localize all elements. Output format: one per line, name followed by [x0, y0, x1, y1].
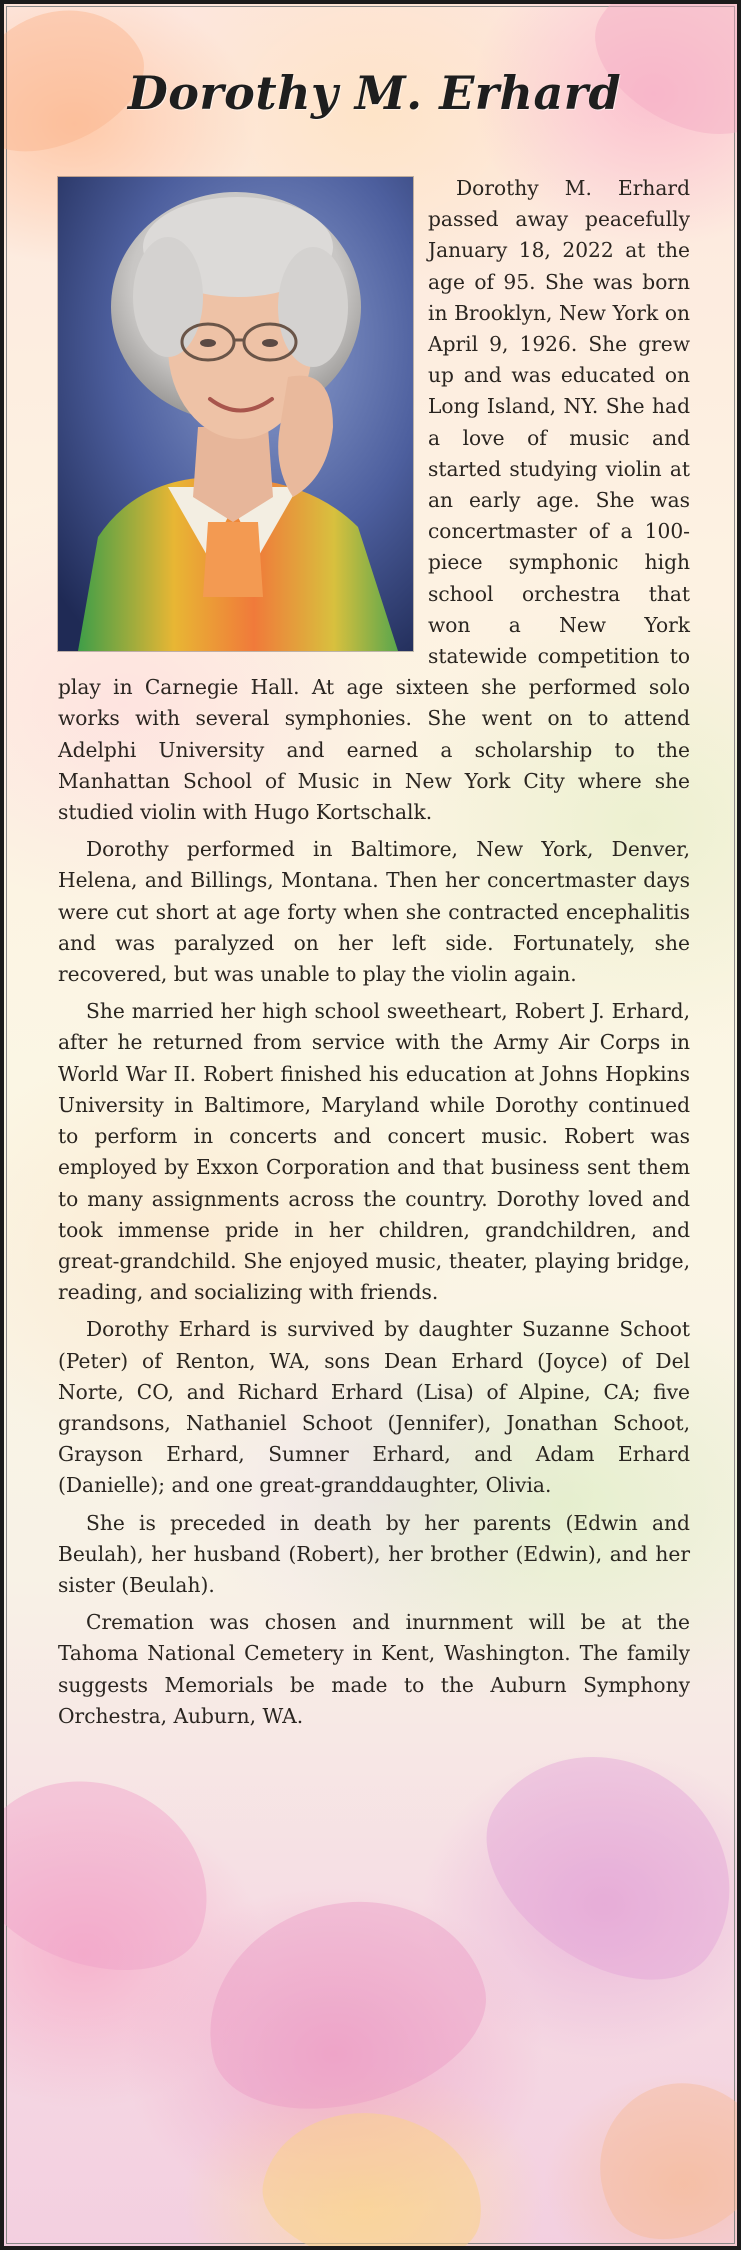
- flower-decoration: [253, 2096, 496, 2250]
- paragraph: She is preceded in death by her parents (Edwin and Beulah), her husband (Robert), her brother (Edwin), and her sister (Beulah).: [58, 1510, 690, 1597]
- portrait-spacer: [58, 173, 428, 647]
- flower-decoration: [568, 2052, 741, 2250]
- page-title: Dorothy M. Erhard: [127, 66, 622, 120]
- flower-decoration: [0, 1748, 238, 1999]
- paragraph: She married her high school sweetheart, Robert J. Erhard, after he returned from service with the Army Air Corps in World War II. Robert finished his education at Johns Hopkins University in Baltimore, Maryland while Dorothy continued to perform in concerts and concert music. Robert was employed by Exxon Corporation and that business sent them to many assignments across the country. Dorothy loved and took immense pride in her children, grandchildren, and great-grandchild. She enjoyed music, theater, playing bridge, reading, and socializing with friends.: [58, 999, 690, 1305]
- obituary-text: [58, 173, 690, 1738]
- flower-decoration: [450, 1708, 741, 2021]
- paragraph: Cremation was chosen and inurnment will be at the Tahoma National Cemetery in Kent, Washington. The family suggests Memorials be made to the Auburn Symphony Orchestra, Auburn, WA.: [58, 1610, 690, 1728]
- paragraph: Dorothy M. Erhard passed away peacefully January 18, 2022 at the age of 95. She was born in Brooklyn, New York on April 9, 1926. She grew up and was educated on Long Island, NY. She had a love of music and started studying violin at an early age. She was concertmaster of a 100-piece symphonic high school orchestra that won a New York statewide competition to play in Carnegie Hall. At age sixteen she performed solo works with several symphonies. She went on to attend Adelphi University and earned a scholarship to the Manhattan School of Music in New York City where she studied violin with Hugo Kortschalk.: [58, 176, 690, 825]
- paragraph: Dorothy performed in Baltimore, New York, Denver, Helena, and Billings, Montana. Then her concertmaster days were cut short at age forty when she contracted encephalitis and was paralyzed on her left side. Fortunately, she recovered, but was unable to play the violin again.: [58, 837, 690, 987]
- paragraph: Dorothy Erhard is survived by daughter Suzanne Schoot (Peter) of Renton, WA, sons Dean Erhard (Joyce) of Del Norte, CO, and Richard Erhard (Lisa) of Alpine, CA; five grandsons, Nathaniel Schoot (Jennifer), Jonathan Schoot, Grayson Erhard, Sumner Erhard, and Adam Erhard (Danielle); and one great-granddaughter, Olivia.: [58, 1317, 690, 1498]
- flower-decoration: [183, 1871, 505, 2137]
